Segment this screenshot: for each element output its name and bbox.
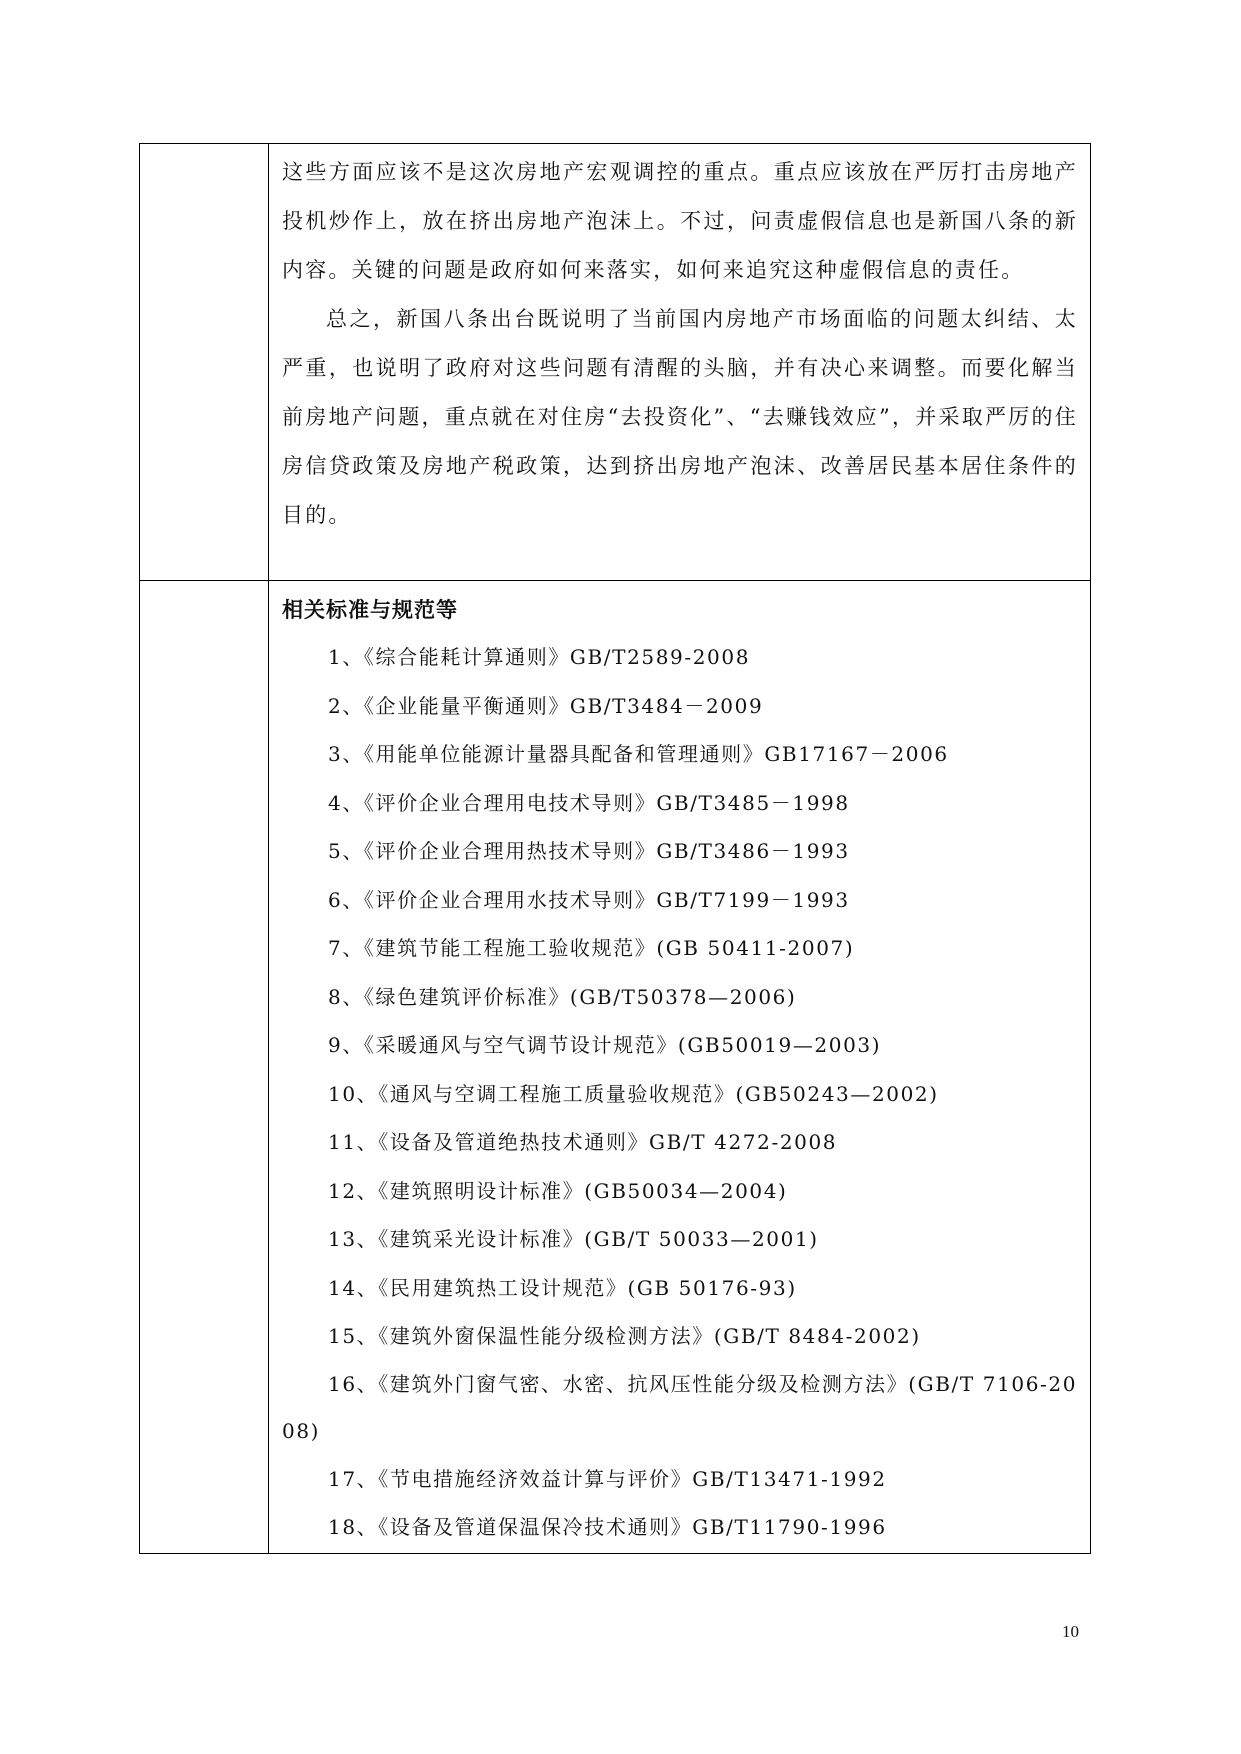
- standard-item: 3、《用能单位能源计量器具配备和管理通则》GB17167－2006: [328, 742, 949, 766]
- standard-item: 16、《建筑外门窗气密、水密、抗风压性能分级及检测方法》(GB/T 7106-2008): [282, 1371, 1078, 1443]
- standard-item: 6、《评价企业合理用水技术导则》GB/T7199－1993: [328, 887, 850, 912]
- standards-title: 相关标准与规范等: [282, 598, 458, 622]
- standard-item: 9、《采暖通风与空气调节设计规范》(GB50019—2003): [328, 1033, 882, 1057]
- standard-item: 18、《设备及管道保温保冷技术通则》GB/T11790-1996: [328, 1515, 887, 1539]
- commentary-cell: [269, 144, 1091, 581]
- standards-list: [282, 633, 1078, 1552]
- standard-item: 13、《建筑采光设计标准》(GB/T 50033—2001): [328, 1227, 819, 1251]
- left-empty-cell: [140, 581, 269, 1554]
- document-table: [139, 143, 1091, 1554]
- standard-item: 1、《综合能耗计算通则》GB/T2589-2008: [328, 645, 751, 669]
- standard-item: 5、《评价企业合理用热技术导则》GB/T3486－1993: [328, 839, 850, 863]
- paragraph-summary: 总之，新国八条出台既说明了当前国内房地产市场面临的问题太纠结、太严重，也说明了政府对这些问题有清醒的头脑，并有决心来调整。而要化解当前房地产问题，重点就在对住房“去投资化”、“去赚钱效应”，并采取严厉的住房信贷政策及房地产税政策，达到挤出房地产泡沫、改善居民基本居住条件的目的。: [282, 307, 1078, 527]
- standard-item: 8、《绿色建筑评价标准》(GB/T50378—2006): [328, 984, 797, 1009]
- standard-item: 10、《通风与空调工程施工质量验收规范》(GB50243—2002): [328, 1081, 939, 1106]
- paragraph-conclusion-part1: 这些方面应该不是这次房地产宏观调控的重点。重点应该放在严厉打击房地产投机炒作上，放在挤出房地产泡沫上。不过，问责虚假信息也是新国八条的新内容。关键的问题是政府如何来落实，如何来追究这种虚假信息的责任。: [282, 160, 1078, 282]
- standard-item: 11、《设备及管道绝热技术通则》GB/T 4272-2008: [328, 1130, 838, 1154]
- standard-item: 4、《评价企业合理用电技术导则》GB/T3485－1998: [328, 790, 850, 815]
- standard-item: 7、《建筑节能工程施工验收规范》(GB 50411-2007): [328, 936, 855, 960]
- standard-item: 12、《建筑照明设计标准》(GB50034—2004): [328, 1178, 788, 1203]
- left-empty-cell: [140, 144, 269, 581]
- standard-item: 2、《企业能量平衡通则》GB/T3484－2009: [328, 693, 764, 718]
- standard-item: 15、《建筑外窗保温性能分级检测方法》(GB/T 8484-2002): [328, 1324, 921, 1348]
- table-row-standards: [140, 581, 1091, 1554]
- page-number: 10: [1062, 1622, 1079, 1641]
- table-row-commentary: [140, 144, 1091, 581]
- standards-cell: [269, 581, 1091, 1554]
- standard-item: 17、《节电措施经济效益计算与评价》GB/T13471-1992: [328, 1466, 887, 1491]
- standard-item: 14、《民用建筑热工设计规范》(GB 50176-93): [328, 1275, 797, 1300]
